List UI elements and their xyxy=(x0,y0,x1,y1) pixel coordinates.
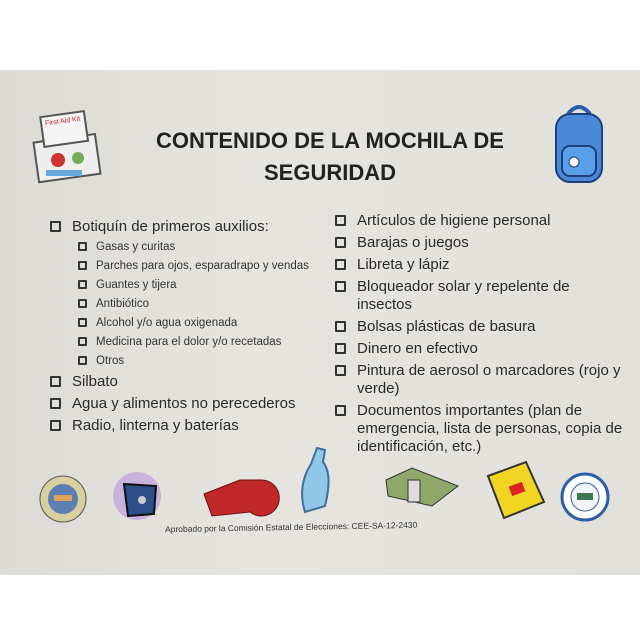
checkbox-icon xyxy=(335,259,346,270)
checklist-item-label: Radio, linterna y baterías xyxy=(72,417,239,434)
checklist-item xyxy=(335,362,625,398)
checklist-subitem xyxy=(78,240,320,254)
checklist-item xyxy=(335,278,625,314)
checklist-item xyxy=(335,256,625,274)
checklist-item-label: Parches para ojos, esparadrapo y vendas xyxy=(96,260,309,272)
checkbox-icon xyxy=(50,420,61,431)
approval-footer: Aprobado por la Comisión Estatal de Elecciones: CEE-SA-12-2430 xyxy=(164,519,418,535)
checklist-item-label: Dinero en efectivo xyxy=(357,340,478,357)
checkbox-icon xyxy=(50,376,61,387)
checkbox-icon xyxy=(335,237,346,248)
checkbox-icon xyxy=(78,337,87,346)
checklist-item-label: Agua y alimentos no perecederos xyxy=(72,395,296,412)
checklist-item-label: Botiquín de primeros auxilios: xyxy=(72,218,269,235)
card-title-line2: SEGURIDAD xyxy=(263,160,396,185)
checkbox-icon xyxy=(335,321,346,332)
checkbox-icon xyxy=(335,405,346,416)
checklist-subitem xyxy=(78,316,320,330)
checkbox-icon xyxy=(50,398,61,409)
checkbox-icon xyxy=(335,365,346,376)
checklist-item xyxy=(50,417,320,435)
checkbox-icon xyxy=(50,221,61,232)
checklist-item xyxy=(335,340,625,358)
left-checklist xyxy=(50,218,320,439)
checklist-item-label: Silbato xyxy=(72,373,118,390)
checklist-item-label: Medicina para el dolor y/o recetadas xyxy=(96,336,282,348)
checklist-item-label: Otros xyxy=(96,355,125,367)
checklist-item-label: Pintura de aerosol o marcadores (rojo y verde) xyxy=(357,362,621,397)
checklist-item xyxy=(335,234,625,252)
election-commission-seal-left-icon xyxy=(38,474,88,524)
checklist-item xyxy=(50,218,320,236)
checklist-subitem xyxy=(78,297,320,311)
checkbox-icon xyxy=(78,318,87,327)
card-title-line1: CONTENIDO DE LA MOCHILA DE xyxy=(156,128,504,153)
election-commission-seal-right-icon xyxy=(560,472,610,522)
checklist-item-label: Documentos importantes (plan de emergencia, lista de personas, copia de identificación, etc.) xyxy=(357,402,623,455)
checklist-item-label: Artículos de higiene personal xyxy=(357,212,551,229)
checkbox-icon xyxy=(335,281,346,292)
checklist-subitem xyxy=(78,335,320,349)
water-bottle-icon xyxy=(295,446,335,518)
checklist-item xyxy=(335,212,625,230)
notebook-icon xyxy=(482,458,548,520)
checkbox-icon xyxy=(78,280,87,289)
checklist-subitem xyxy=(78,278,320,292)
checkbox-icon xyxy=(78,261,87,270)
checklist-item-label: Bloqueador solar y repelente de insectos xyxy=(357,278,570,313)
radio-icon xyxy=(92,468,167,526)
checklist-item xyxy=(335,402,625,456)
checklist-item-label: Gasas y curitas xyxy=(96,241,176,253)
checklist-item-label: Guantes y tijera xyxy=(96,279,177,291)
checkbox-icon xyxy=(78,299,87,308)
checkbox-icon xyxy=(335,215,346,226)
checklist-item-label: Alcohol y/o agua oxigenada xyxy=(96,317,238,329)
checklist-subitem xyxy=(78,354,320,368)
checklist-item xyxy=(50,373,320,391)
checklist-item-label: Antibiótico xyxy=(96,298,150,310)
first-aid-kit-label: First Aid Kit xyxy=(44,115,81,128)
checklist-subitem xyxy=(78,259,320,273)
checkbox-icon xyxy=(335,343,346,354)
cash-money-icon xyxy=(382,466,462,516)
checklist-item-label: Barajas o juegos xyxy=(357,234,469,251)
checklist-item xyxy=(50,395,320,413)
right-checklist xyxy=(335,212,625,460)
whistle-icon xyxy=(200,470,280,520)
checklist-item-label: Libreta y lápiz xyxy=(357,256,450,273)
checkbox-icon xyxy=(78,242,87,251)
checkbox-icon xyxy=(78,356,87,365)
checklist-item xyxy=(335,318,625,336)
checklist-item-label: Bolsas plásticas de basura xyxy=(357,318,536,335)
